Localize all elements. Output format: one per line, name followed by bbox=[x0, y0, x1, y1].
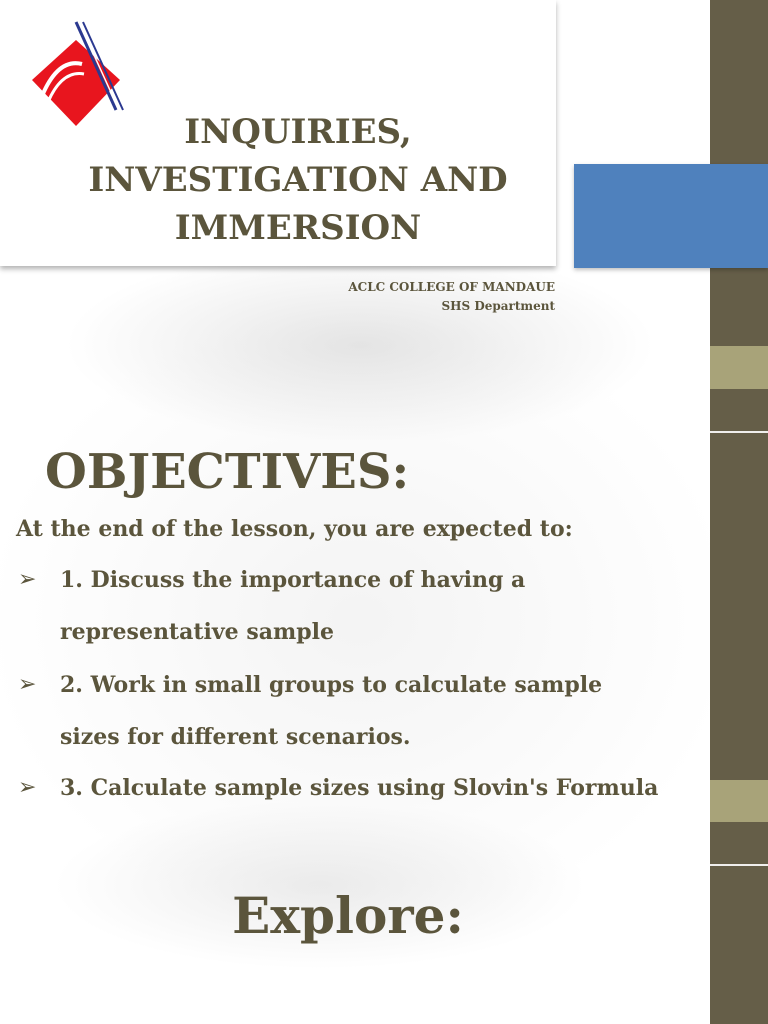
arrow-bullet-icon: ➢ bbox=[18, 567, 37, 592]
band-accent-block bbox=[710, 780, 768, 822]
explore-heading: Explore: bbox=[232, 886, 464, 945]
objectives-intro: At the end of the lesson, you are expected to: bbox=[16, 516, 573, 542]
objective-text: 3. Calculate sample sizes using Slovin's Formula bbox=[60, 775, 659, 801]
arrow-bullet-icon: ➢ bbox=[18, 775, 37, 800]
institution-info bbox=[348, 278, 555, 316]
college-name: ACLC COLLEGE OF MANDAUE bbox=[348, 280, 555, 294]
department-name: SHS Department bbox=[441, 299, 555, 313]
arrow-bullet-icon: ➢ bbox=[18, 672, 37, 697]
objective-text: 2. Work in small groups to calculate sample sizes for different scenarios. bbox=[60, 672, 603, 750]
objectives-heading: OBJECTIVES: bbox=[45, 444, 410, 500]
slide-title: INQUIRIES, INVESTIGATION AND IMMERSION bbox=[88, 112, 508, 248]
title-banner bbox=[0, 0, 556, 266]
right-decorative-band bbox=[710, 0, 768, 1024]
band-divider bbox=[710, 864, 768, 866]
blue-accent-rectangle bbox=[574, 164, 768, 268]
band-divider bbox=[710, 431, 768, 433]
objective-text: 1. Discuss the importance of having a representative sample bbox=[60, 567, 526, 645]
band-accent-block bbox=[710, 346, 768, 389]
